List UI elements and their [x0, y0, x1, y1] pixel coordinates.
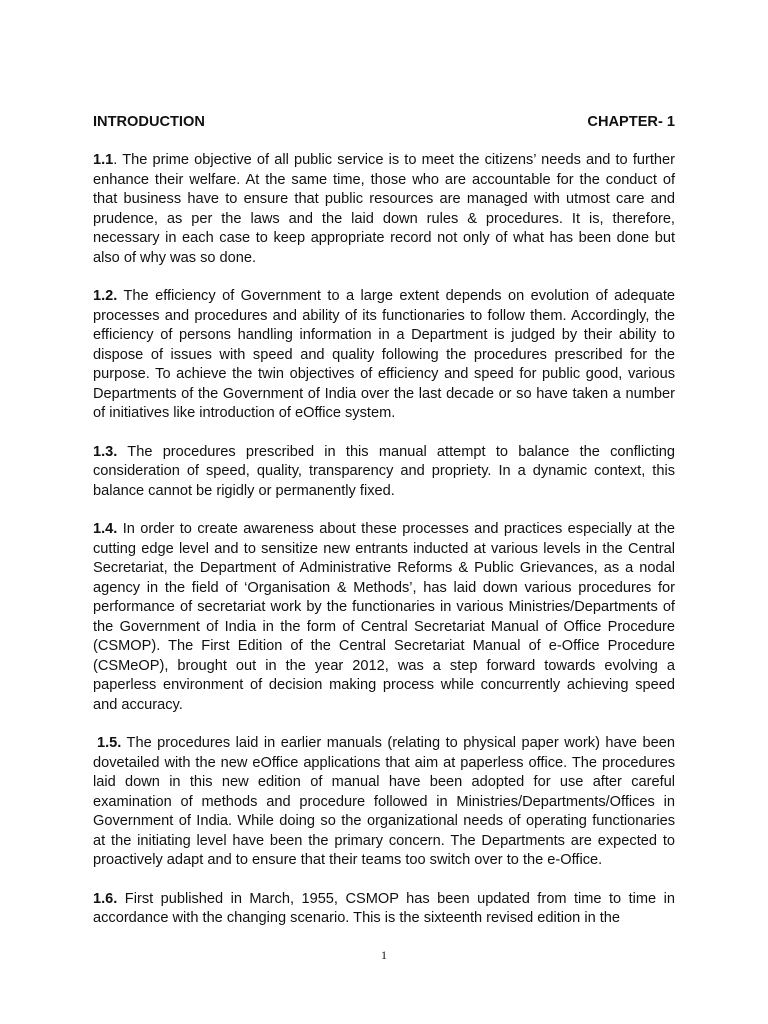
paragraph-number: 1.4. — [93, 521, 118, 537]
paragraph-number: 1.2. — [93, 288, 118, 304]
paragraph-text: . The prime objective of all public service is to meet the citizens’ needs and to further enhance their welfare. At the same time, those who are accountable for the conduct of that business have to ensure that public resources are managed with utmost care and prudence, as per the laws and the laid down rules & procedures. It is, therefore, necessary in each case to keep appropriate record not only of what has been done but also of why was so done. — [93, 152, 675, 266]
paragraph-text: The efficiency of Government to a large extent depends on evolution of adequate processes and procedures and ability of its functionaries to follow them. Accordingly, the efficiency of persons handling information in a Department is judged by their ability to dispose of issues with speed and quality following the procedures prescribed for the purpose. To achieve the twin objectives of efficiency and speed for public good, various Departments of the Government of India over the last decade or so have taken a number of initiatives like introduction of eOffice system. — [93, 288, 675, 421]
paragraph-1-6 — [93, 890, 675, 929]
paragraph-1-2 — [93, 287, 675, 424]
chapter-label: CHAPTER- 1 — [587, 114, 675, 130]
paragraph-text: The procedures laid in earlier manuals (relating to physical paper work) have been dovetailed with the new eOffice applications that aim at paperless office. The procedures laid down in this new edition of manual have been adopted for use after careful examination of methods and procedure followed in Ministries/Departments/Offices in Government of India. While doing so the organizational needs of operating functionaries at the initiating level have been the primary concern. The Departments are expected to proactively adapt and to ensure that their teams too switch over to the e-Office. — [93, 735, 675, 868]
paragraph-text: First published in March, 1955, CSMOP has been updated from time to time in accordance with the changing scenario. This is the sixteenth revised edition in the — [93, 890, 675, 926]
document-page — [93, 112, 675, 948]
chapter-heading — [93, 112, 675, 132]
paragraph-number: 1.5. — [97, 735, 122, 751]
paragraph-text: The procedures prescribed in this manual attempt to balance the conflicting consideration of speed, quality, transparency and propriety. In a dynamic context, this balance cannot be rigidly or permanently fixed. — [93, 443, 675, 499]
paragraph-1-3 — [93, 443, 675, 502]
paragraph-1-4 — [93, 520, 675, 715]
paragraph-text: In order to create awareness about these processes and practices especially at the cutting edge level and to sensitize new entrants inducted at various levels in the Central Secretariat, the Department of Administrative Reforms & Public Grievances, as a nodal agency in the field of ‘Organisation & Methods’, has laid down various procedures for performance of secretariat work by the functionaries in various Ministries/Departments of the Government of India in the form of Central Secretariat Manual of Office Procedure (CSMOP). The First Edition of the Central Secretariat Manual of e-Office Procedure (CSMeOP), brought out in the year 2012, was a step forward towards evolving a paperless environment of decision making process while concurrently achieving speed and accuracy. — [93, 521, 675, 713]
paragraph-number: 1.1 — [93, 152, 114, 168]
page-number: 1 — [381, 948, 387, 962]
paragraph-1-1 — [93, 151, 675, 268]
paragraph-number: 1.3. — [93, 443, 118, 460]
paragraph-1-5 — [93, 734, 675, 871]
paragraph-number: 1.6. — [93, 890, 118, 907]
section-title: INTRODUCTION — [93, 114, 205, 130]
